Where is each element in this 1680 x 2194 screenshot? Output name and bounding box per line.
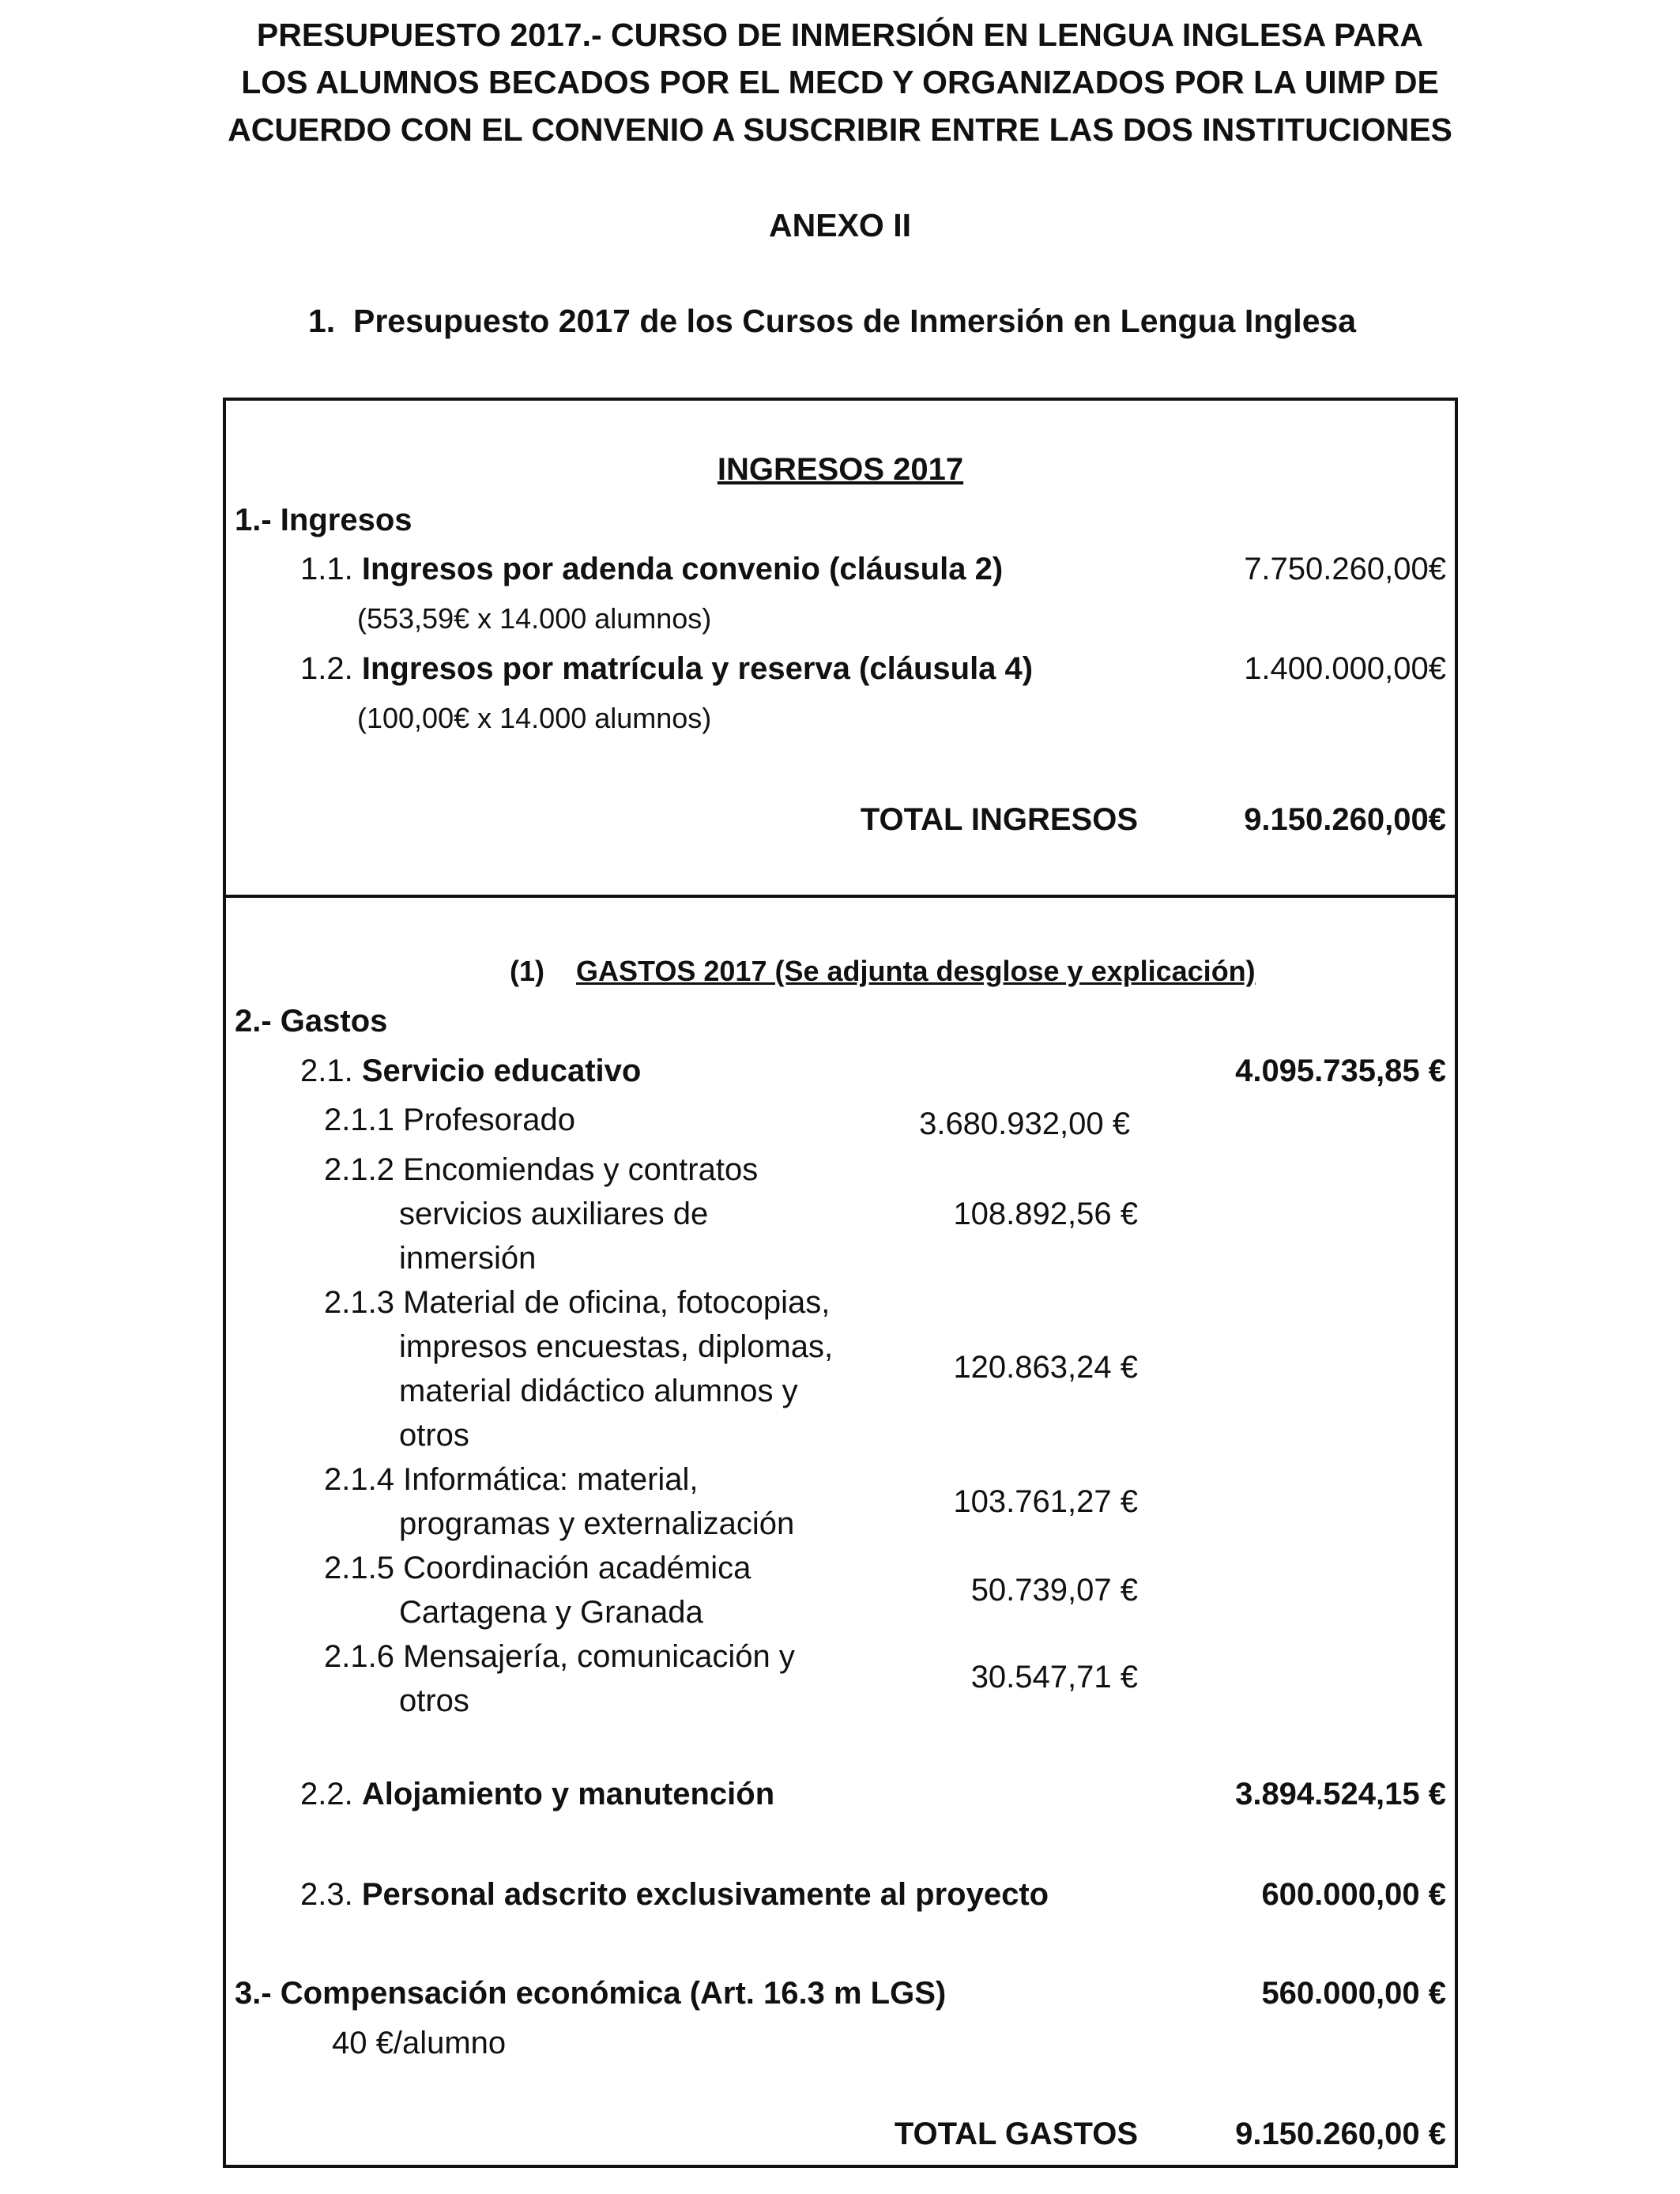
personal-amount: 600.000,00 € (1261, 1877, 1446, 1912)
personal (300, 1877, 1049, 1913)
gastos-total-label: TOTAL GASTOS (894, 2117, 1138, 2151)
ingreso-item-1-label: Ingresos por adenda convenio (cláusula 2) (361, 552, 1004, 586)
ingreso-item-2-label: Ingresos por matrícula y reserva (cláusula 4) (361, 651, 1034, 686)
ingreso-item-2-amount: 1.400.000,00€ (1244, 651, 1446, 686)
alojamiento-amount: 3.894.524,15 € (1235, 1777, 1446, 1811)
ingreso-item-1 (300, 552, 1003, 587)
gastos-heading-text: GASTOS 2017 (Se adjunta desglose y explicación) (576, 955, 1256, 987)
title-line-3: ACUERDO CON EL CONVENIO A SUSCRIBIR ENTRE LAS DOS INSTITUCIONES (228, 111, 1452, 148)
ingreso-item-1-note: (553,59€ x 14.000 alumnos) (357, 602, 712, 635)
subitem-4-line-2: programas y externalización (399, 1506, 795, 1541)
ingreso-item-2-num: 1.2. (300, 651, 353, 686)
ingreso-item-2-note: (100,00€ x 14.000 alumnos) (357, 702, 712, 734)
gastos-total-amount: 9.150.260,00 € (1235, 2117, 1446, 2151)
subitem-3-line-4: otros (399, 1418, 469, 1453)
compensacion-label: 3.- Compensación económica (Art. 16.3 m LGS) (235, 1976, 947, 2011)
subitem-1-line-1: 2.1.1 Profesorado (324, 1103, 575, 1137)
subitem-6-line-2: otros (399, 1683, 469, 1718)
subitem-5-line-2: Cartagena y Granada (399, 1595, 703, 1630)
compensacion-amount: 560.000,00 € (1261, 1976, 1446, 2011)
alojamiento (300, 1777, 774, 1812)
personal-num: 2.3. (300, 1877, 353, 1912)
subitem-5-line-1: 2.1.5 Coordinación académica (324, 1551, 751, 1585)
ingreso-item-2 (300, 651, 1033, 687)
subitem-3-amount: 120.863,24 € (953, 1350, 1138, 1385)
subitem-2-line-3: inmersión (399, 1241, 537, 1276)
subitem-2-amount: 108.892,56 € (953, 1197, 1138, 1231)
ingresos-total-label: TOTAL INGRESOS (860, 802, 1138, 837)
alojamiento-num: 2.2. (300, 1777, 353, 1811)
servicio-educativo (300, 1054, 641, 1089)
gastos-heading-num: (1) (510, 955, 544, 987)
subitem-2-line-2: servicios auxiliares de (399, 1197, 709, 1231)
personal-label: Personal adscrito exclusivamente al proyecto (361, 1877, 1049, 1912)
title-line-2: LOS ALUMNOS BECADOS POR EL MECD Y ORGANIZADOS POR LA UIMP DE (241, 64, 1439, 100)
servicio-amount: 4.095.735,85 € (1235, 1054, 1446, 1088)
title-line-1: PRESUPUESTO 2017.- CURSO DE INMERSIÓN EN LENGUA INGLESA PARA (256, 17, 1424, 53)
document-title (0, 11, 1680, 153)
servicio-label: Servicio educativo (361, 1054, 642, 1088)
subitem-3-line-1: 2.1.3 Material de oficina, fotocopias, (324, 1285, 831, 1320)
ingreso-item-1-amount: 7.750.260,00€ (1244, 552, 1446, 586)
subitem-1-amount: 3.680.932,00 € (919, 1106, 1130, 1141)
ingresos-group: 1.- Ingresos (235, 503, 412, 537)
gastos-group: 2.- Gastos (235, 1004, 388, 1039)
annex-heading: ANEXO II (769, 207, 911, 243)
subitem-6-amount: 30.547,71 € (970, 1660, 1138, 1695)
subitem-4-line-1: 2.1.4 Informática: material, (324, 1462, 699, 1497)
ingreso-item-1-num: 1.1. (300, 552, 353, 586)
subitem-3-line-2: impresos encuestas, diplomas, (399, 1329, 834, 1364)
section-heading (308, 303, 1356, 340)
section-title: Presupuesto 2017 de los Cursos de Inmersión en Lengua Inglesa (353, 303, 1357, 339)
compensacion-note: 40 €/alumno (332, 2026, 507, 2060)
box-divider (223, 895, 1458, 898)
gastos-heading (510, 955, 1256, 988)
subitem-4-amount: 103.761,27 € (953, 1484, 1138, 1519)
alojamiento-label: Alojamiento y manutención (361, 1777, 775, 1811)
ingresos-total-amount: 9.150.260,00€ (1244, 802, 1446, 837)
subitem-5-amount: 50.739,07 € (970, 1573, 1138, 1608)
ingresos-heading: INGRESOS 2017 (717, 452, 964, 487)
section-number: 1. (308, 303, 336, 339)
subitem-2-line-1: 2.1.2 Encomiendas y contratos (324, 1152, 759, 1187)
subitem-6-line-1: 2.1.6 Mensajería, comunicación y (324, 1639, 795, 1674)
servicio-num: 2.1. (300, 1054, 353, 1088)
subitem-3-line-3: material didáctico alumnos y (399, 1374, 798, 1408)
